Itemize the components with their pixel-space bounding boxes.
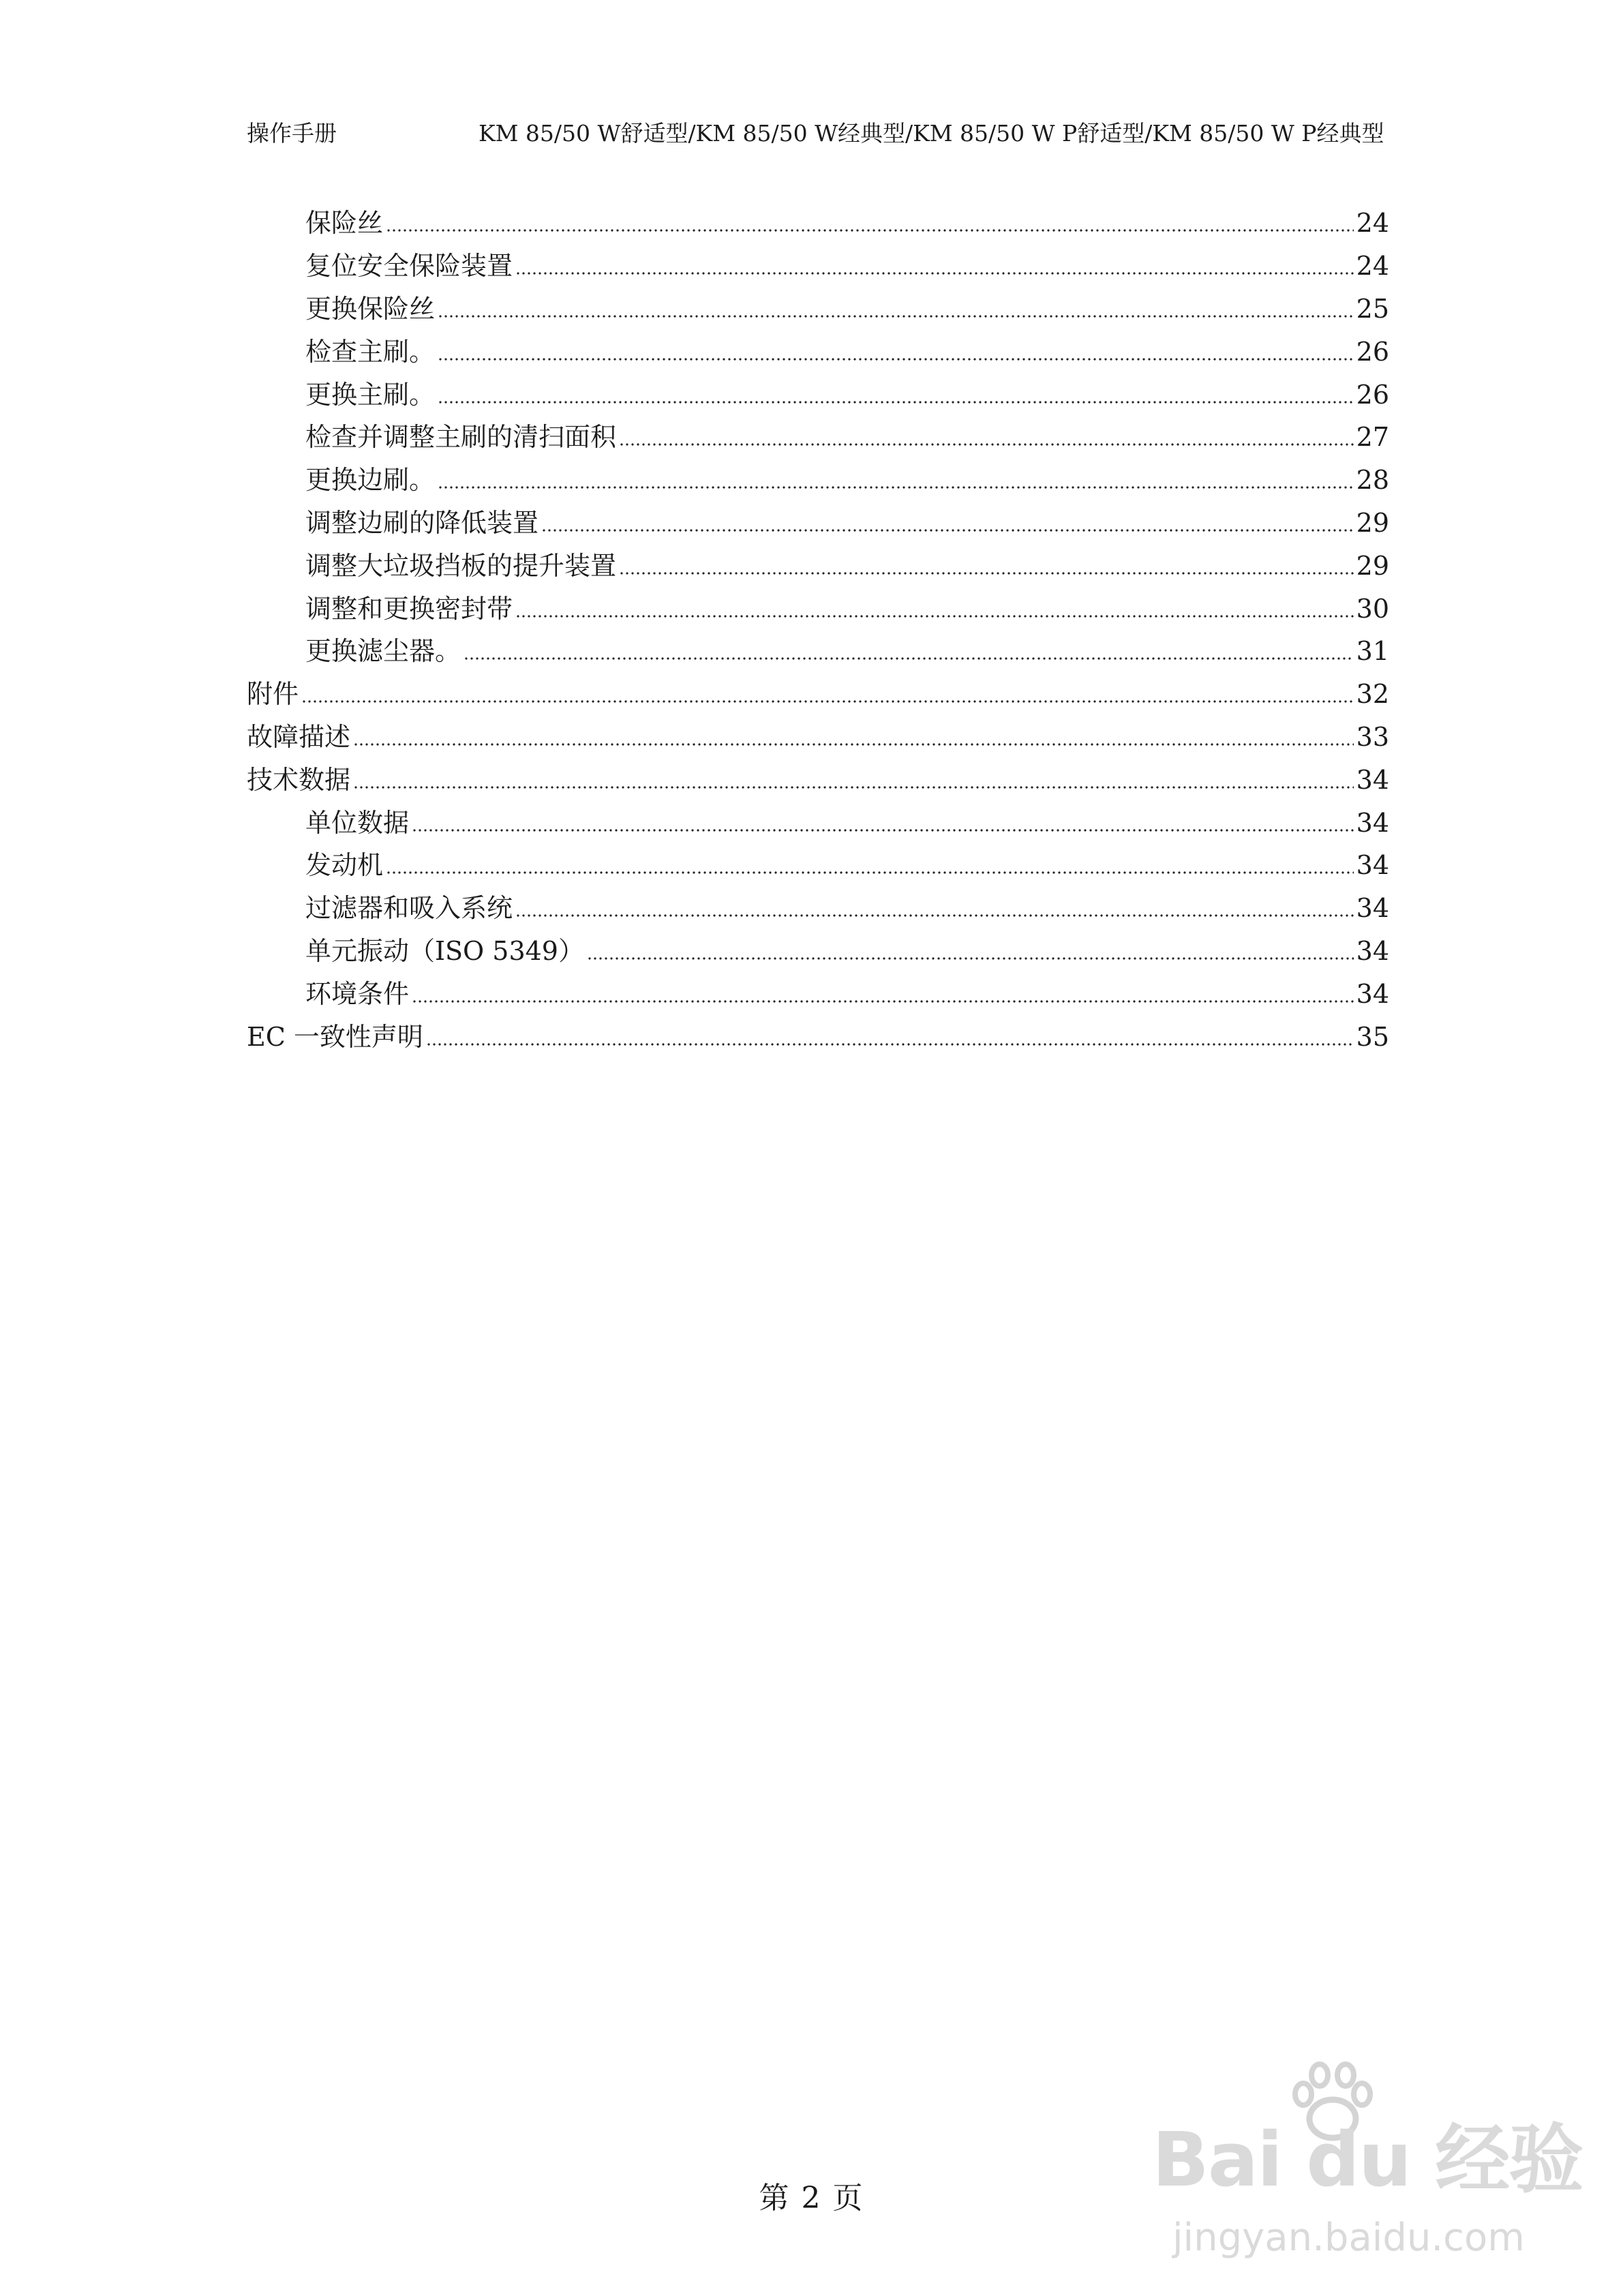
- toc-dot-leader: [412, 981, 1354, 1007]
- toc-entry: [247, 502, 1389, 545]
- toc-entry-page: 25: [1356, 293, 1389, 324]
- toc-dot-leader: [464, 638, 1354, 664]
- toc-entry: [247, 630, 1389, 673]
- toc-entry: [247, 416, 1389, 459]
- toc-entry-title: 附件: [247, 679, 299, 710]
- toc-entry: [247, 288, 1389, 331]
- toc-entry-title: 复位安全保险装置: [305, 251, 513, 282]
- toc-entry-title: 检查主刷。: [305, 336, 436, 367]
- watermark-url: jingyan.baidu.com: [1172, 2216, 1525, 2260]
- toc-entry-title: 检查并调整主刷的清扫面积: [305, 422, 617, 453]
- toc-dot-leader: [412, 810, 1354, 836]
- toc-entry: [247, 716, 1389, 759]
- table-of-contents: [247, 202, 1389, 1058]
- toc-entry-page: 34: [1356, 764, 1389, 795]
- toc-entry-title: 更换主刷。: [305, 379, 436, 410]
- toc-entry-page: 34: [1356, 893, 1389, 924]
- toc-entry-title: 调整和更换密封带: [305, 593, 513, 624]
- toc-dot-leader: [301, 681, 1354, 707]
- toc-entry: [247, 801, 1389, 844]
- toc-entry-page: 33: [1356, 721, 1389, 752]
- header-model-list: KM 85/50 W舒适型/KM 85/50 W经典型/KM 85/50 W P舒适型/KM 85/50 W P经典型: [479, 120, 1384, 147]
- toc-entry-title: 更换滤尘器。: [305, 636, 461, 667]
- toc-dot-leader: [386, 852, 1354, 878]
- toc-dot-leader: [438, 467, 1354, 493]
- toc-dot-leader: [386, 210, 1354, 236]
- toc-entry-page: 34: [1356, 935, 1389, 966]
- toc-entry: [247, 330, 1389, 373]
- toc-entry-page: 32: [1356, 679, 1389, 710]
- toc-entry: [247, 587, 1389, 630]
- toc-entry-page: 29: [1356, 550, 1389, 581]
- watermark-brand: Bai du 经验: [1152, 2116, 1583, 2203]
- toc-dot-leader: [438, 296, 1354, 322]
- toc-entry: [247, 373, 1389, 416]
- toc-dot-leader: [353, 724, 1354, 750]
- toc-entry: [247, 544, 1389, 587]
- toc-entry-page: 26: [1356, 336, 1389, 367]
- toc-entry-title: EC 一致性声明: [247, 1021, 423, 1052]
- toc-entry: [247, 844, 1389, 887]
- toc-entry-page: 28: [1356, 465, 1389, 496]
- toc-entry-title: 调整边刷的降低装置: [305, 507, 539, 538]
- toc-entry-page: 31: [1356, 636, 1389, 667]
- toc-dot-leader: [426, 1024, 1354, 1050]
- toc-entry: [247, 887, 1389, 930]
- toc-entry: [247, 245, 1389, 288]
- toc-entry-title: 调整大垃圾挡板的提升装置: [305, 550, 617, 581]
- toc-entry-title: 保险丝: [305, 208, 384, 239]
- toc-dot-leader: [619, 553, 1354, 579]
- toc-dot-leader: [438, 339, 1354, 365]
- toc-entry-page: 34: [1356, 850, 1389, 881]
- toc-entry-page: 35: [1356, 1021, 1389, 1052]
- toc-entry: [247, 459, 1389, 502]
- baidu-jingyan-watermark: [1152, 2059, 1583, 2284]
- page-number: 第 2 页: [759, 2181, 864, 2216]
- toc-entry: [247, 930, 1389, 973]
- header-manual-label: 操作手册: [247, 120, 337, 147]
- toc-entry-page: 24: [1356, 251, 1389, 282]
- toc-dot-leader: [541, 510, 1354, 536]
- toc-dot-leader: [515, 895, 1354, 921]
- toc-entry-title: 环境条件: [305, 978, 410, 1009]
- toc-entry-title: 发动机: [305, 850, 384, 881]
- toc-entry-title: 故障描述: [247, 721, 351, 752]
- toc-entry-title: 单位数据: [305, 807, 410, 838]
- toc-entry-title: 单元振动（ISO 5349）: [305, 935, 584, 966]
- toc-dot-leader: [353, 767, 1354, 793]
- toc-dot-leader: [515, 253, 1354, 279]
- toc-entry-title: 更换保险丝: [305, 293, 436, 324]
- toc-entry-page: 26: [1356, 379, 1389, 410]
- page-header: [247, 116, 1384, 149]
- toc-entry-page: 27: [1356, 422, 1389, 453]
- toc-dot-leader: [587, 938, 1354, 964]
- toc-entry-page: 24: [1356, 208, 1389, 239]
- toc-entry-title: 过滤器和吸入系统: [305, 893, 513, 924]
- toc-entry: [247, 202, 1389, 245]
- toc-entry-title: 更换边刷。: [305, 465, 436, 496]
- toc-entry: [247, 758, 1389, 801]
- toc-entry-page: 30: [1356, 593, 1389, 624]
- toc-dot-leader: [438, 382, 1354, 408]
- toc-entry-page: 34: [1356, 978, 1389, 1009]
- toc-entry-page: 29: [1356, 507, 1389, 538]
- toc-entry-page: 34: [1356, 807, 1389, 838]
- toc-entry-title: 技术数据: [247, 764, 351, 795]
- toc-dot-leader: [619, 424, 1354, 450]
- toc-dot-leader: [515, 596, 1354, 622]
- toc-entry: [247, 972, 1389, 1015]
- toc-entry: [247, 673, 1389, 716]
- toc-entry: [247, 1015, 1389, 1058]
